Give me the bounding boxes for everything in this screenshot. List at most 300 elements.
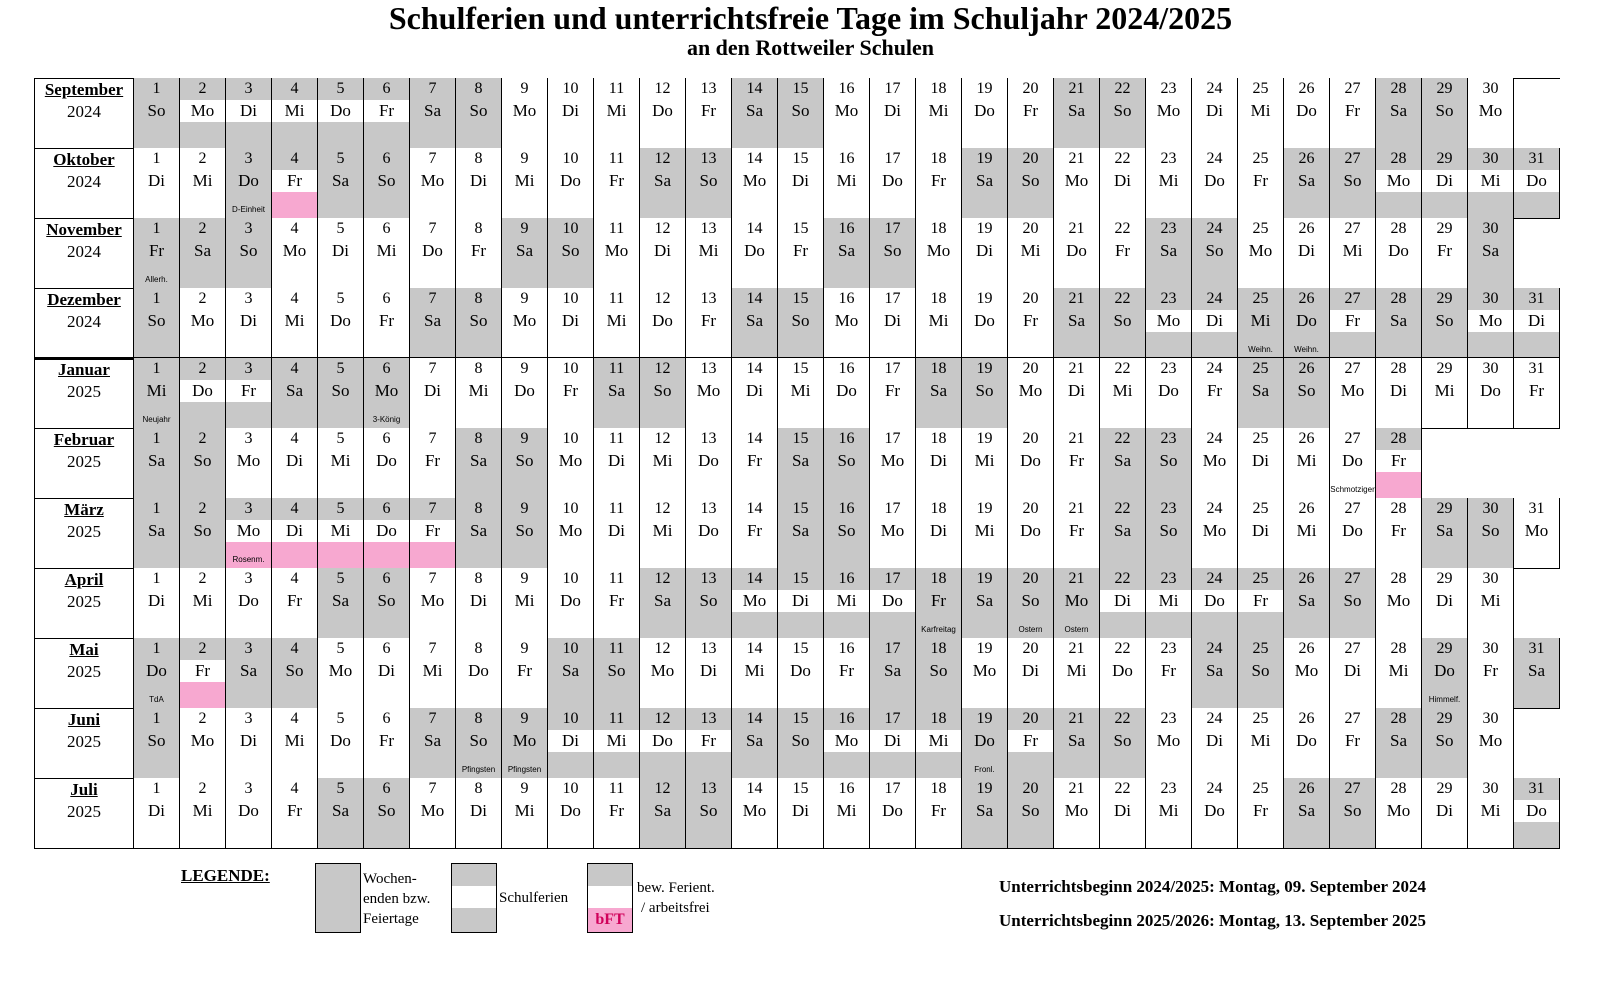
day-cell-band <box>1008 402 1053 428</box>
weekday-name: Mi <box>836 801 857 820</box>
day-cell <box>778 498 824 568</box>
day-cell-band <box>1008 262 1053 288</box>
day-cell <box>1192 778 1238 848</box>
day-cell <box>640 78 686 148</box>
day-number: 19 <box>976 500 993 517</box>
day-cell <box>1008 638 1054 708</box>
weekday-name: Mi <box>606 731 627 750</box>
weekday-name: Sa <box>1298 171 1315 190</box>
day-number: 2 <box>198 290 207 307</box>
day-cell-band <box>134 332 179 358</box>
day-cell-band <box>1468 822 1513 848</box>
day-cell <box>962 288 1008 358</box>
weekday-name: Do <box>376 521 397 540</box>
weekday-name: Mi <box>928 311 949 330</box>
day-cell <box>594 78 640 148</box>
day-number: 13 <box>700 220 717 237</box>
weekday-name: Do <box>560 801 581 820</box>
month-row <box>34 358 1560 428</box>
weekday-name: Sa <box>1298 801 1315 820</box>
day-number: 5 <box>336 780 345 797</box>
weekday-name: Fr <box>608 801 625 820</box>
day-cell <box>1468 288 1514 358</box>
day-cell-band <box>318 192 363 218</box>
weekday-name: Mo <box>420 171 445 190</box>
day-cell <box>226 218 272 288</box>
day-number: 28 <box>1390 220 1407 237</box>
weekday-name: Sa <box>516 241 533 260</box>
day-cell-band <box>1422 192 1467 218</box>
weekday-name: Fr <box>1482 661 1499 680</box>
day-cell-band <box>1192 262 1237 288</box>
day-cell <box>548 288 594 358</box>
day-cell <box>1514 358 1560 428</box>
day-cell <box>226 428 272 498</box>
weekday-name: Sa <box>1390 101 1407 120</box>
weekday-name: Fr <box>1252 801 1269 820</box>
day-cell-band <box>134 122 179 148</box>
day-cell <box>548 358 594 428</box>
day-cell <box>594 428 640 498</box>
weekday-name: Di <box>1114 801 1131 820</box>
day-number: 20 <box>1022 80 1039 97</box>
day-cell <box>1008 358 1054 428</box>
day-number: 28 <box>1390 80 1407 97</box>
day-number: 22 <box>1114 640 1131 657</box>
day-cell-band <box>732 332 777 358</box>
day-cell <box>318 288 364 358</box>
day-number: 11 <box>608 80 625 97</box>
day-cell <box>686 708 732 778</box>
day-number: 20 <box>1022 430 1039 447</box>
day-cell <box>732 218 778 288</box>
weekday-name: Mo <box>1524 521 1549 540</box>
day-cell <box>1192 218 1238 288</box>
day-cell <box>824 148 870 218</box>
legend-ferien-swatch <box>451 863 497 933</box>
day-number: 9 <box>520 430 529 447</box>
day-cell-band <box>502 402 547 428</box>
day-cell-band <box>916 472 961 498</box>
day-number: 13 <box>700 500 717 517</box>
weekday-name: Fr <box>470 241 487 260</box>
day-cell-band <box>1146 262 1191 288</box>
day-number: 19 <box>976 640 993 657</box>
day-cell-band <box>456 192 501 218</box>
day-cell <box>870 218 916 288</box>
day-cell-band <box>732 542 777 568</box>
day-number: 3 <box>244 220 253 237</box>
day-cell-band <box>502 472 547 498</box>
day-cell-band <box>272 402 317 428</box>
weekday-name: Do <box>238 591 259 610</box>
weekday-name: Mi <box>836 171 857 190</box>
weekday-name: Mi <box>836 591 857 610</box>
day-cell-band <box>1284 612 1329 638</box>
weekday-name: Mi <box>1020 241 1041 260</box>
weekday-name: Mo <box>558 521 583 540</box>
weekday-name: Sa <box>1206 661 1223 680</box>
day-cell-band <box>502 822 547 848</box>
day-number: 28 <box>1390 360 1407 377</box>
day-cell-band <box>1422 612 1467 638</box>
weekday-name: Do <box>1296 731 1317 750</box>
day-number: 24 <box>1206 290 1223 307</box>
day-cell <box>226 78 272 148</box>
day-number: 14 <box>746 80 763 97</box>
day-cell-band <box>1330 262 1375 288</box>
day-cell-band <box>594 752 639 778</box>
weekday-name: Fr <box>424 521 441 540</box>
day-number: 26 <box>1298 220 1315 237</box>
weekday-name: Mi <box>284 731 305 750</box>
day-cell <box>1284 568 1330 638</box>
day-number: 15 <box>792 570 809 587</box>
day-cell <box>640 428 686 498</box>
weekday-name: Mi <box>1296 451 1317 470</box>
day-cell <box>1054 288 1100 358</box>
day-cell-band <box>870 682 915 708</box>
weekday-name: Fr <box>1206 381 1223 400</box>
weekday-name: Mo <box>834 731 859 750</box>
day-cell <box>1376 638 1422 708</box>
day-cell <box>1146 148 1192 218</box>
day-cell <box>594 568 640 638</box>
day-number: 10 <box>562 640 579 657</box>
weekday-name: Do <box>1066 241 1087 260</box>
day-cell <box>1054 218 1100 288</box>
weekday-name: Di <box>286 451 303 470</box>
day-cell <box>916 428 962 498</box>
day-number: 28 <box>1390 430 1407 447</box>
month-name: Oktober <box>53 150 115 169</box>
weekday-name: Do <box>376 451 397 470</box>
day-cell-band <box>502 682 547 708</box>
day-number: 19 <box>976 430 993 447</box>
day-number: 18 <box>930 430 947 447</box>
day-cell-band <box>1100 402 1145 428</box>
day-number: 27 <box>1344 430 1361 447</box>
day-cell <box>686 498 732 568</box>
weekday-name: So <box>1159 451 1178 470</box>
day-number: 28 <box>1390 150 1407 167</box>
day-cell <box>594 638 640 708</box>
day-number: 21 <box>1068 710 1085 727</box>
day-cell <box>1146 78 1192 148</box>
day-cell-band <box>778 612 823 638</box>
weekday-name: Di <box>1206 731 1223 750</box>
weekday-name: Sa <box>332 591 349 610</box>
day-cell-band <box>272 612 317 638</box>
day-cell-band <box>824 192 869 218</box>
weekday-name: Fr <box>1436 241 1453 260</box>
month-label <box>34 498 134 568</box>
day-cell <box>456 778 502 848</box>
day-cell-band <box>1146 472 1191 498</box>
weekday-name: So <box>1435 731 1454 750</box>
legend-ferien-label: Schulferien <box>499 890 569 906</box>
weekday-name: Mi <box>422 661 443 680</box>
info-start-2025: Unterrichtsbeginn 2025/2026: Montag, 13. September 2025 <box>999 911 1427 930</box>
day-number: 18 <box>930 780 947 797</box>
month-label <box>34 428 134 498</box>
day-cell <box>1422 148 1468 218</box>
weekday-name: Mo <box>1386 591 1411 610</box>
day-number: 25 <box>1252 780 1269 797</box>
day-cell <box>456 288 502 358</box>
weekday-name: Di <box>930 521 947 540</box>
legend-title: LEGENDE: <box>181 866 270 885</box>
weekday-name: Fr <box>240 381 257 400</box>
day-number: 27 <box>1344 500 1361 517</box>
day-cell <box>134 148 180 218</box>
day-number: 29 <box>1436 290 1453 307</box>
day-cell-band <box>318 752 363 778</box>
day-cell <box>1330 288 1376 358</box>
day-number: 29 <box>1436 150 1453 167</box>
day-number: 4 <box>290 290 299 307</box>
day-cell <box>226 288 272 358</box>
day-number: 18 <box>930 570 947 587</box>
weekday-name: Di <box>1068 381 1085 400</box>
day-cell <box>410 778 456 848</box>
weekday-name: Mi <box>1480 801 1501 820</box>
weekday-name: So <box>1113 311 1132 330</box>
day-number: 23 <box>1160 640 1177 657</box>
day-cell-band <box>180 472 225 498</box>
weekday-name: Mo <box>742 801 767 820</box>
day-cell-band <box>640 752 685 778</box>
day-cell <box>962 568 1008 638</box>
day-cell-band <box>364 122 409 148</box>
weekday-name: Do <box>560 591 581 610</box>
day-cell-band <box>778 752 823 778</box>
weekday-name: Sa <box>424 311 441 330</box>
weekday-name: So <box>699 801 718 820</box>
day-cell <box>318 358 364 428</box>
day-number: 2 <box>198 430 207 447</box>
day-cell <box>594 218 640 288</box>
day-cell-band <box>686 402 731 428</box>
day-cell-band <box>1330 122 1375 148</box>
day-cell-band <box>686 122 731 148</box>
day-cell <box>1284 708 1330 778</box>
day-cell <box>870 428 916 498</box>
day-cell-band <box>1146 612 1191 638</box>
day-cell <box>1284 778 1330 848</box>
weekday-name: Fr <box>1160 661 1177 680</box>
weekday-name: Do <box>422 241 443 260</box>
day-number: 2 <box>198 780 207 797</box>
day-cell <box>1100 78 1146 148</box>
weekday-name: Fr <box>930 171 947 190</box>
weekday-name: Mi <box>1342 241 1363 260</box>
day-number: 7 <box>428 780 437 797</box>
day-number: 20 <box>1022 640 1039 657</box>
weekday-name: Mo <box>1018 381 1043 400</box>
day-number: 14 <box>746 150 763 167</box>
weekday-name: So <box>653 381 672 400</box>
day-cell <box>364 498 410 568</box>
day-cell <box>1238 78 1284 148</box>
day-cell-band <box>962 612 1007 638</box>
legend-bft-swatch <box>587 863 633 933</box>
weekday-name: Do <box>652 731 673 750</box>
weekday-name: Do <box>882 801 903 820</box>
day-number: 21 <box>1068 220 1085 237</box>
day-cell <box>1100 218 1146 288</box>
day-cell-band <box>410 752 455 778</box>
day-cell <box>502 288 548 358</box>
day-cell <box>1238 498 1284 568</box>
day-cell <box>870 498 916 568</box>
weekday-name: Do <box>1204 171 1225 190</box>
day-cell-band <box>318 682 363 708</box>
weekday-name: Fr <box>746 451 763 470</box>
day-cell-band <box>1376 192 1421 218</box>
day-cell-band <box>134 542 179 568</box>
day-cell-band <box>1376 332 1421 358</box>
day-cell <box>272 778 318 848</box>
weekday-name: Fr <box>1390 451 1407 470</box>
day-cell <box>1100 498 1146 568</box>
day-number: 5 <box>336 710 345 727</box>
weekday-name: Fr <box>700 731 717 750</box>
day-number: 27 <box>1344 290 1361 307</box>
weekday-name: Fr <box>516 661 533 680</box>
day-cell-band <box>318 472 363 498</box>
day-cell-band <box>1054 822 1099 848</box>
weekday-name: Mi <box>1158 171 1179 190</box>
day-cell-band <box>318 402 363 428</box>
day-cell-band <box>916 332 961 358</box>
day-cell <box>548 498 594 568</box>
day-cell <box>1008 498 1054 568</box>
weekday-name: Sa <box>1390 311 1407 330</box>
day-cell <box>456 358 502 428</box>
day-cell-band <box>1468 682 1513 708</box>
weekday-name: So <box>1435 311 1454 330</box>
weekday-name: Di <box>240 101 257 120</box>
weekday-name: Fr <box>424 451 441 470</box>
day-cell-band <box>732 192 777 218</box>
weekday-name: Di <box>1114 171 1131 190</box>
weekday-name: Mo <box>328 661 353 680</box>
weekday-name: Sa <box>746 731 763 750</box>
weekday-name: Mi <box>652 521 673 540</box>
day-number: 12 <box>654 570 671 587</box>
day-cell-band <box>1376 542 1421 568</box>
day-cell <box>456 428 502 498</box>
day-number: 7 <box>428 710 437 727</box>
day-cell <box>916 568 962 638</box>
weekday-name: Sa <box>976 801 993 820</box>
day-cell <box>1192 428 1238 498</box>
weekday-name: Sa <box>1390 731 1407 750</box>
weekday-name: Sa <box>792 451 809 470</box>
day-cell-band <box>686 542 731 568</box>
day-number: 19 <box>976 150 993 167</box>
day-cell-band <box>548 682 593 708</box>
day-cell-band <box>548 542 593 568</box>
weekday-name: Do <box>1112 661 1133 680</box>
weekday-name: Di <box>884 731 901 750</box>
day-cell-band <box>916 822 961 848</box>
weekday-name: So <box>1021 801 1040 820</box>
day-cell-band <box>272 752 317 778</box>
weekday-name: Sa <box>1252 381 1269 400</box>
day-number: 31 <box>1528 500 1545 517</box>
weekday-name: Do <box>1204 801 1225 820</box>
weekday-name: Di <box>700 661 717 680</box>
day-cell-band <box>456 262 501 288</box>
weekday-name: So <box>1481 521 1500 540</box>
day-cell-band <box>134 472 179 498</box>
day-cell-band <box>364 612 409 638</box>
day-cell <box>870 708 916 778</box>
day-cell <box>456 148 502 218</box>
day-number: 26 <box>1298 360 1315 377</box>
weekday-name: Do <box>238 171 259 190</box>
weekday-name: Do <box>1342 451 1363 470</box>
day-cell <box>364 148 410 218</box>
holiday-note: Pfingsten <box>507 765 542 774</box>
weekday-name: Do <box>1480 381 1501 400</box>
day-cell <box>870 778 916 848</box>
day-cell-band <box>1008 752 1053 778</box>
day-cell-band <box>1054 192 1099 218</box>
holiday-note: Neujahr <box>142 415 171 424</box>
day-cell <box>594 288 640 358</box>
weekday-name: Di <box>792 591 809 610</box>
weekday-name: So <box>837 521 856 540</box>
day-cell <box>1284 498 1330 568</box>
day-cell-band <box>1146 332 1191 358</box>
day-cell <box>594 778 640 848</box>
day-cell <box>1468 78 1514 148</box>
weekday-name: Do <box>468 661 489 680</box>
weekday-name: Fr <box>1252 591 1269 610</box>
day-cell <box>594 358 640 428</box>
day-number: 6 <box>382 710 391 727</box>
day-cell-band <box>1054 332 1099 358</box>
weekday-name: So <box>377 591 396 610</box>
weekday-name: So <box>331 381 350 400</box>
day-number: 25 <box>1252 220 1269 237</box>
day-cell <box>1422 78 1468 148</box>
day-cell <box>1238 218 1284 288</box>
weekday-name: Mo <box>604 241 629 260</box>
weekday-name: Di <box>470 801 487 820</box>
day-number: 25 <box>1252 80 1269 97</box>
day-number: 26 <box>1298 290 1315 307</box>
day-cell <box>1192 568 1238 638</box>
weekday-name: Mi <box>330 451 351 470</box>
day-cell-band <box>962 472 1007 498</box>
day-cell <box>502 148 548 218</box>
day-cell-band <box>318 542 363 568</box>
day-cell-band <box>1054 402 1099 428</box>
day-cell <box>778 568 824 638</box>
weekday-name: Sa <box>470 521 487 540</box>
day-number: 24 <box>1206 220 1223 237</box>
weekday-name: So <box>1021 171 1040 190</box>
weekday-name: Mi <box>284 101 305 120</box>
day-cell-band <box>226 122 271 148</box>
weekday-name: So <box>1343 801 1362 820</box>
day-cell <box>1422 218 1468 288</box>
day-number: 13 <box>700 290 717 307</box>
